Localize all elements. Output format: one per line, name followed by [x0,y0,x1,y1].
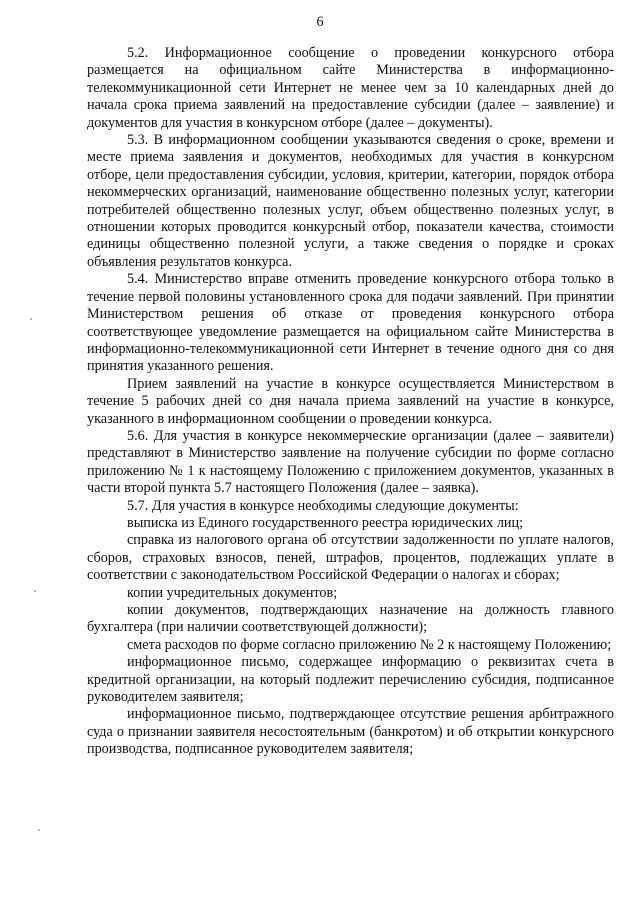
document-body [87,45,614,759]
paragraph-5-2: 5.2. Информационное сообщение о проведении конкурсного отбора размещается на официальном сайте Министерства в информационно-телекоммуникационной сети Интернет не менее чем за 10 календарных дней до начала срока приема заявлений на предоставление субсидии (далее – заявление) и документов для участия в конкурсном отборе (далее – документы). [87,45,614,131]
paragraph-5-6: 5.6. Для участия в конкурсе некоммерческие организации (далее – заявители) представляют в Министерство заявление на получение субсидии по форме согласно приложению № 1 к настоящему Положению с приложением документов, указанных в части второй пункта 5.7 настоящего Положения (далее – заявка). [87,427,614,497]
list-item-accountant-documents: копии документов, подтверждающих назначение на должность главного бухгалтера (при наличии соответствующей должности); [87,602,614,636]
scan-speck [30,318,32,320]
paragraph-application-period: Прием заявлений на участие в конкурсе осуществляется Министерством в течение 5 рабочих дней со дня начала приема заявлений на участие в конкурсе, указанного в информационном сообщении о проведении конкурса. [87,375,614,427]
list-item-bankruptcy-letter: информационное письмо, подтверждающее отсутствие решения арбитражного суда о признании заявителя несостоятельным (банкротом) и об открытии конкурсного производства, подписанное руководителем заявителя; [87,706,614,758]
list-item-registry-extract: выписка из Единого государственного реестра юридических лиц; [127,514,524,531]
paragraph-5-4: 5.4. Министерство вправе отменить проведение конкурсного отбора только в течение первой половины установленного срока для подачи заявлений. При принятии Министерством решения об отказе от проведения конкурсного отбора соответствующее уведомление размещается на официальном сайте Министерства в информационно-телекоммуникационной сети Интернет в течение одного дня со дня принятия указанного решения. [87,271,614,375]
list-item-founding-documents: копии учредительных документов; [127,584,338,601]
paragraph-5-7: 5.7. Для участия в конкурсе необходимы следующие документы: [127,497,519,514]
list-item-cost-estimate: смета расходов по форме согласно приложению № 2 к настоящему Положению; [127,636,612,653]
scan-speck [38,829,40,831]
scan-speck [34,590,36,592]
list-item-tax-certificate: справка из налогового органа об отсутствии задолженности по уплате налогов, сборов, страховых взносов, пеней, штрафов, процентов, подлежащих уплате в соответствии с законодательством Российской Федерации о налогах и сборах; [87,532,614,584]
paragraph-5-3: 5.3. В информационном сообщении указываются сведения о сроке, времени и месте приема заявления и документов, необходимых для участия в конкурсном отборе, цели предоставления субсидии, условия, критерии, категории, порядок отбора некоммерческих организаций, наименование общественно полезных услуг, категории потребителей общественно полезных услуг, объем общественно полезных услуг, в отношении которых проводится конкурсный отбор, показатели качества, стоимости единицы общественно полезной услуги, а также сведения о порядке и сроках объявления результатов конкурса. [87,132,614,270]
page-number: 6 [316,14,324,30]
list-item-bank-details-letter: информационное письмо, содержащее информацию о реквизитах счета в кредитной организации, на который подлежит перечислению субсидия, подписанное руководителем заявителя; [87,654,614,706]
